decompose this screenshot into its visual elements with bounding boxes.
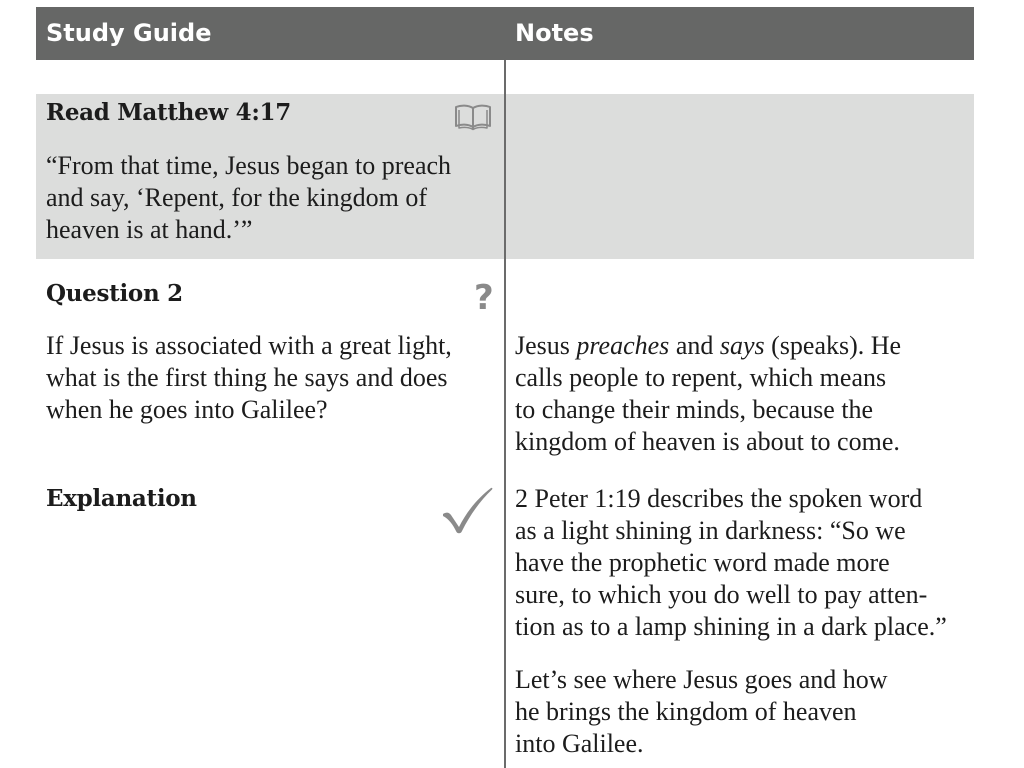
open-book-icon — [454, 103, 492, 135]
explanation-line: have the prophetic word made more — [515, 548, 890, 577]
question-note-line — [515, 330, 901, 362]
table-header — [36, 7, 974, 60]
question-note-line: calls people to repent, which means — [515, 363, 887, 392]
question-line: what is the first thing he says and does — [46, 363, 448, 392]
question-text — [46, 330, 452, 426]
question-mark-icon: ? — [474, 278, 494, 318]
passage-line: “From that time, Jesus began to preach — [46, 151, 452, 180]
explanation-note-2 — [515, 664, 888, 760]
question-line: If Jesus is associated with a great light, — [46, 331, 452, 360]
explanation-line: sure, to which you do well to pay atten- — [515, 580, 928, 609]
explanation-line: Let’s see where Jesus goes and how — [515, 665, 888, 694]
note-text: and — [669, 331, 720, 360]
passage-line: heaven is at hand.’” — [46, 215, 253, 244]
question-note-line: to change their minds, because the — [515, 395, 874, 424]
question-note — [515, 330, 901, 458]
explanation-line: tion as to a lamp shining in a dark place.” — [515, 612, 947, 641]
explanation-line: he brings the kingdom of heaven — [515, 697, 857, 726]
explanation-line: into Galilee. — [515, 729, 644, 758]
reading-title: Read Matthew 4:17 — [46, 99, 291, 126]
column-divider — [504, 60, 506, 768]
note-text: Jesus — [515, 331, 577, 360]
note-emphasis-says: says — [719, 331, 765, 360]
question-line: when he goes into Galilee? — [46, 395, 328, 424]
reading-passage — [46, 150, 451, 246]
explanation-note-1 — [515, 483, 947, 643]
explanation-line: as a light shining in darkness: “So we — [515, 516, 906, 545]
note-emphasis-preaches: preaches — [576, 331, 670, 360]
passage-line: and say, ‘Repent, for the kingdom of — [46, 183, 427, 212]
explanation-title: Explanation — [46, 485, 197, 512]
question-title: Question 2 — [46, 280, 183, 307]
study-guide-column-title: Study Guide — [46, 19, 212, 47]
note-text: (speaks). He — [764, 331, 902, 360]
notes-column-title: Notes — [515, 19, 594, 47]
checkmark-icon — [441, 487, 493, 539]
explanation-line: 2 Peter 1:19 describes the spoken word — [515, 484, 923, 513]
question-note-line: kingdom of heaven is about to come. — [515, 427, 900, 456]
